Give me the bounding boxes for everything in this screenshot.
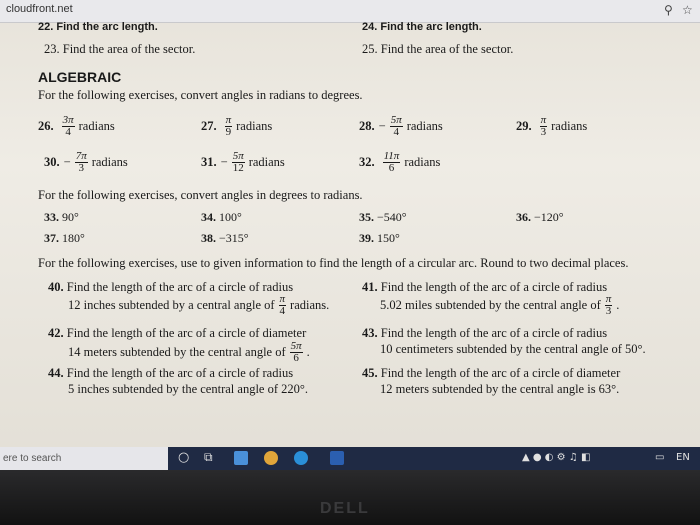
degree-exercise: 35. −540° xyxy=(359,210,407,224)
notification-icon[interactable]: ▭ xyxy=(655,452,665,463)
exercise-40: 40. Find the length of the arc of a circle of radius xyxy=(48,280,294,294)
fraction: $\frac{\pi}{9}$ xyxy=(225,114,232,138)
exercise-45: 45. Find the length of the arc of a circle of diameter xyxy=(362,366,621,380)
radian-exercise: 32. $\frac{11\pi}{6}$ radians xyxy=(359,150,441,174)
fraction: $\frac{7\pi}{3}$ xyxy=(75,150,87,174)
radian-exercise: 26. $\frac{3\pi}{4}$ radians xyxy=(38,114,115,138)
exercise-44-line2: 5 inches subtended by the central angle of 220°. xyxy=(68,382,308,396)
radian-exercise: 29. $\frac{\pi}{3}$ radians xyxy=(516,114,588,138)
degree-exercise: 37. 180° xyxy=(44,231,85,245)
taskbar xyxy=(0,447,700,470)
brand-logo: DELL xyxy=(320,500,370,517)
exercise-42: 42. Find the length of the arc of a circle of diameter xyxy=(48,326,307,340)
cut-line-22: 22. Find the arc length. xyxy=(38,21,158,33)
section-heading: ALGEBRAIC xyxy=(38,69,122,85)
fraction: $\frac{11\pi}{6}$ xyxy=(383,150,400,174)
cut-line-24: 24. Find the arc length. xyxy=(362,21,482,33)
taskbar-search-box[interactable]: ere to search xyxy=(0,447,168,470)
exercise-25: 25. Find the area of the sector. xyxy=(362,42,514,56)
task-view-icon[interactable]: ⧉ xyxy=(204,450,213,464)
exercise-41: 41. Find the length of the arc of a circle of radius xyxy=(362,280,608,294)
textbook-page xyxy=(0,22,700,447)
degree-exercise: 33. 90° xyxy=(44,210,79,224)
degree-exercise: 36. −120° xyxy=(516,210,564,224)
fraction: $\frac{\pi}{3}$ xyxy=(540,114,547,138)
degree-exercise: 34. 100° xyxy=(201,210,242,224)
laptop-bezel xyxy=(0,470,700,525)
radian-exercise: 30. − $\frac{7\pi}{3}$ radians xyxy=(44,150,128,174)
fraction: $\frac{\pi}{3}$ xyxy=(605,293,612,317)
chrome-icon[interactable] xyxy=(264,451,278,465)
exercise-40-line2: 12 inches subtended by a central angle of $\frac{\pi}{4}$ radians. xyxy=(68,293,330,317)
url-text[interactable]: cloudfront.net xyxy=(6,3,73,15)
edge-icon[interactable] xyxy=(294,451,308,465)
radian-exercise: 28. − $\frac{5\pi}{4}$ radians xyxy=(359,114,443,138)
system-tray-icons[interactable]: ▲ ● ◐ ⚙ ♫ ◧ xyxy=(522,452,591,463)
exercise-43: 43. Find the length of the arc of a circle of radius xyxy=(362,326,608,340)
radian-exercise: 31. − $\frac{5\pi}{12}$ radians xyxy=(201,150,285,174)
cortana-icon[interactable]: ○ xyxy=(178,450,190,465)
instruction-arc-length: For the following exercises, use to given information to find the length of a circular arc. Round to two decimal places. xyxy=(38,256,629,270)
instruction-degrees-to-radians: For the following exercises, convert angles in degrees to radians. xyxy=(38,188,363,202)
exercise-41-line2: 5.02 miles subtended by the central angle of $\frac{\pi}{3}$ . xyxy=(380,293,620,317)
exercise-42-line2: 14 meters subtended by the central angle of $\frac{5\pi}{6}$ . xyxy=(68,340,310,364)
exercise-45-line2: 12 meters subtended by the central angle is 63°. xyxy=(380,382,620,396)
radian-exercise: 27. $\frac{\pi}{9}$ radians xyxy=(201,114,273,138)
exercise-44: 44. Find the length of the arc of a circle of radius xyxy=(48,366,294,380)
zoom-icon[interactable]: ⚲ xyxy=(664,3,673,17)
fraction: $\frac{5\pi}{12}$ xyxy=(232,150,244,174)
word-icon[interactable] xyxy=(330,451,344,465)
degree-exercise: 39. 150° xyxy=(359,231,400,245)
exercise-23: 23. Find the area of the sector. xyxy=(44,42,196,56)
language-indicator[interactable]: EN xyxy=(676,452,690,463)
browser-bar xyxy=(0,0,700,23)
degree-exercise: 38. −315° xyxy=(201,231,249,245)
fraction: $\frac{5\pi}{6}$ xyxy=(290,340,302,364)
fraction: $\frac{5\pi}{4}$ xyxy=(390,114,402,138)
star-icon[interactable]: ☆ xyxy=(682,3,693,17)
exercise-43-line2: 10 centimeters subtended by the central angle of 50°. xyxy=(380,342,646,356)
instruction-radians-to-degrees: For the following exercises, convert angles in radians to degrees. xyxy=(38,88,363,102)
mail-icon[interactable] xyxy=(234,451,248,465)
fraction: $\frac{\pi}{4}$ xyxy=(279,293,286,317)
fraction: $\frac{3\pi}{4}$ xyxy=(62,114,74,138)
